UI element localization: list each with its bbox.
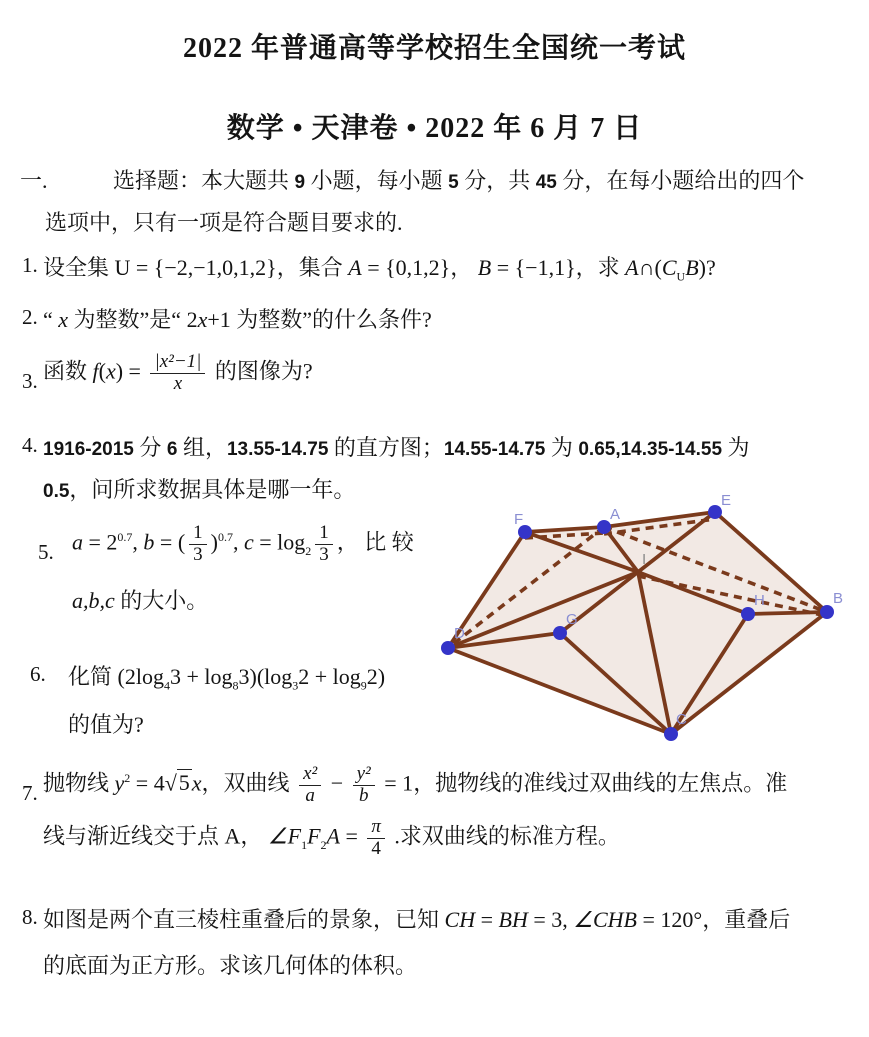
math-segment: 14.55-14.75 (443, 439, 546, 460)
vertex-label-D: D (454, 625, 465, 642)
math-segment: b (143, 529, 155, 555)
math-segment: 分，共 (458, 168, 536, 193)
math-segment: − (325, 770, 349, 796)
math-segment: 抛物线 (43, 770, 115, 796)
math-segment: 为 (545, 435, 579, 460)
problem-line (72, 586, 438, 616)
problem-number: 8. (22, 905, 38, 929)
math-segment: 为整数”的什么条件? (230, 307, 432, 332)
math-segment: 6 (166, 439, 178, 460)
math-segment: A (625, 255, 639, 280)
math-segment: 0.7 (217, 530, 233, 545)
vertex-dot-E (708, 505, 722, 519)
math-segment: ，抛物线的准线过双曲线的左焦点。准 (413, 770, 788, 796)
problem-content (43, 352, 850, 395)
section-label: 一. (20, 168, 48, 193)
math-segment: A (348, 255, 362, 280)
math-segment: 0.7 (117, 530, 133, 545)
problem-line (43, 817, 850, 860)
math-segment: √5 (164, 770, 190, 796)
math-segment: 8 (232, 678, 239, 693)
math-segment: 设全集 (43, 255, 115, 280)
problem-row (22, 905, 850, 981)
section-heading-line2 (45, 206, 785, 237)
math-segment: x (58, 307, 69, 332)
math-segment: ) (210, 529, 218, 555)
math-segment: 2 (124, 771, 131, 786)
vertex-label-I: I (642, 551, 647, 568)
math-segment: c (243, 529, 254, 555)
problem-number: 6. (30, 662, 46, 686)
problem-number: 5. (38, 540, 54, 564)
math-segment: = 1 (378, 770, 414, 796)
vertex-label-C: C (676, 711, 687, 728)
problem-content (72, 523, 438, 616)
math-segment: $\frac{\text{|x²−1|}}{x}$ (150, 352, 205, 395)
math-segment: ， 比 较 (336, 529, 414, 555)
math-segment: = 3, (527, 907, 574, 932)
vertex-label-F: F (514, 511, 524, 528)
math-segment: F (307, 823, 321, 849)
math-segment: C (661, 255, 677, 280)
math-segment: 5 (448, 172, 459, 193)
math-segment: ( (98, 358, 106, 384)
math-segment: U (676, 269, 686, 284)
figure-face (448, 512, 827, 734)
problem-number: 4. (22, 433, 38, 457)
prism-figure (430, 480, 869, 765)
math-segment: x (105, 358, 116, 384)
math-segment: U = {−2,−1,0,1,2} (114, 255, 277, 280)
math-segment: 函数 (43, 358, 93, 384)
math-segment: 2) (366, 664, 386, 689)
math-segment: 45 (535, 172, 557, 193)
math-segment: 分 (133, 435, 167, 460)
page-subtitle: 数学 • 天津卷 • 2022 年 6 月 7 日 (226, 113, 643, 144)
vertex-label-G: G (566, 611, 578, 628)
math-segment: 0.65,14.35-14.55 (578, 439, 723, 460)
math-segment: $\frac{\text{y²}}{b}$ (353, 764, 375, 807)
math-segment: = {−1,1} (491, 255, 576, 280)
vertex-dot-D (441, 641, 455, 655)
problem-line (43, 352, 850, 395)
math-segment: ， (450, 255, 478, 280)
problem-number: 1. (22, 253, 38, 277)
math-segment: +1 (207, 307, 231, 332)
math-segment: 为 (722, 435, 750, 460)
math-segment: = 120° (636, 907, 703, 932)
vertex-dot-C (664, 727, 678, 741)
math-segment: B (685, 255, 699, 280)
math-segment: B (477, 255, 492, 280)
vertex-dot-A (597, 520, 611, 534)
math-segment: (2log (117, 664, 164, 689)
math-segment: 为整数”是“ (68, 307, 187, 332)
math-segment: y (114, 770, 125, 796)
problem-content (43, 305, 850, 335)
math-segment: $\frac{\pi}{4}$ (367, 817, 385, 860)
math-segment: = 2 (83, 529, 118, 555)
math-segment: = ( (154, 529, 186, 555)
math-segment: 2 (305, 543, 312, 558)
problem-content (43, 764, 850, 860)
math-segment: a,b,c (72, 587, 115, 613)
math-segment: ，求 (575, 255, 626, 280)
math-segment: = (339, 823, 364, 849)
problem-row (22, 352, 850, 395)
problem-number: 3. (22, 369, 38, 393)
math-segment: 的直方图； (328, 435, 444, 460)
problem-row (22, 764, 850, 860)
vertex-label-B: B (833, 590, 844, 607)
math-segment: = (475, 907, 499, 932)
math-segment: ∠F (267, 823, 302, 849)
math-segment: 1 (301, 837, 308, 852)
math-segment: 1916-2015 (43, 439, 134, 460)
math-segment: 选择题：本大题共 (113, 168, 295, 193)
math-segment: 9 (294, 172, 306, 193)
math-segment: x (191, 770, 202, 796)
math-segment: = {0,1,2} (361, 255, 451, 280)
math-segment: .求双曲线的标准方程。 (388, 823, 620, 849)
math-segment: “ (43, 307, 59, 332)
math-segment: = 4 (130, 770, 165, 796)
math-segment: 的大小。 (114, 587, 209, 613)
math-segment: f (92, 358, 99, 384)
problem-number: 2. (22, 305, 38, 329)
math-segment: 的底面为正方形。求该几何体的体积。 (43, 953, 418, 978)
math-segment: 线与渐近线交于点 A， (43, 823, 268, 849)
vertex-label-E: E (721, 492, 732, 509)
math-segment: 2 (320, 837, 327, 852)
math-segment: 0.5 (43, 481, 70, 502)
vertex-label-A: A (610, 506, 621, 523)
problem-line (43, 951, 850, 981)
problem-line (68, 710, 450, 740)
page-title: 2022 年普通高等学校招生全国统一考试 (182, 33, 686, 64)
problem-line (43, 305, 850, 335)
problem-line (68, 662, 450, 692)
problem-line (43, 253, 850, 283)
math-segment: 2 (186, 307, 198, 332)
math-segment: ，问所求数据具体是哪一年。 (69, 477, 356, 502)
math-segment: 13.55-14.75 (226, 439, 329, 460)
problem-row (38, 523, 438, 616)
problem-line (43, 433, 850, 463)
math-segment: $\frac{1}{3}$ (315, 523, 333, 566)
math-segment: $\frac{1}{3}$ (189, 523, 207, 566)
math-segment: a (72, 529, 83, 555)
math-segment: 如图是两个直三棱柱重叠后的景象，已知 (43, 907, 445, 932)
math-segment: = log (253, 529, 306, 555)
math-segment: A (326, 823, 340, 849)
math-segment: ) = (115, 358, 147, 384)
prism-figure-svg (430, 480, 869, 765)
problem-line (43, 764, 850, 807)
math-segment: , (132, 529, 144, 555)
math-segment: 3 (292, 678, 299, 693)
problem-content (43, 905, 850, 981)
vertex-dot-B (820, 605, 834, 619)
math-segment: ∩( (638, 255, 662, 280)
math-segment: CH (444, 907, 476, 932)
problem-number: 7. (22, 781, 38, 805)
math-segment: 4 (163, 678, 170, 693)
math-segment: , (232, 529, 244, 555)
math-segment: 选项中，只有一项是符合题目要求的. (45, 210, 403, 235)
math-segment: 的值为? (68, 712, 144, 737)
problem-line (43, 905, 850, 935)
math-segment: 化简 (68, 664, 118, 689)
problem-content (43, 253, 850, 283)
math-segment: ，双曲线 (201, 770, 296, 796)
vertex-dot-H (741, 607, 755, 621)
problem-row (22, 305, 850, 335)
math-segment: 9 (360, 678, 367, 693)
problem-line (72, 523, 438, 566)
problem-row (22, 253, 850, 283)
math-segment: 分，在每小题给出的四个 (556, 168, 805, 193)
problem-content (68, 662, 450, 740)
math-segment: 的图像为? (209, 358, 313, 384)
figure-edge-HB (748, 612, 827, 614)
math-segment: ∠CHB (573, 907, 637, 932)
math-segment: 3)(log (238, 664, 293, 689)
math-segment: 小题，每小题 (305, 168, 449, 193)
math-segment: )? (698, 255, 716, 280)
math-segment: 3 + log (169, 664, 233, 689)
problem-row (30, 662, 450, 740)
math-segment: ，重叠后 (702, 907, 791, 932)
math-segment: $\frac{\text{x²}}{a}$ (299, 764, 321, 807)
section-heading-line1 (113, 164, 853, 195)
math-segment: BH (498, 907, 528, 932)
math-segment: x (197, 307, 208, 332)
math-segment: ，集合 (276, 255, 349, 280)
math-segment: 2 + log (298, 664, 361, 689)
vertex-dot-G (553, 626, 567, 640)
vertex-label-H: H (754, 592, 765, 609)
math-segment: 组， (177, 435, 227, 460)
